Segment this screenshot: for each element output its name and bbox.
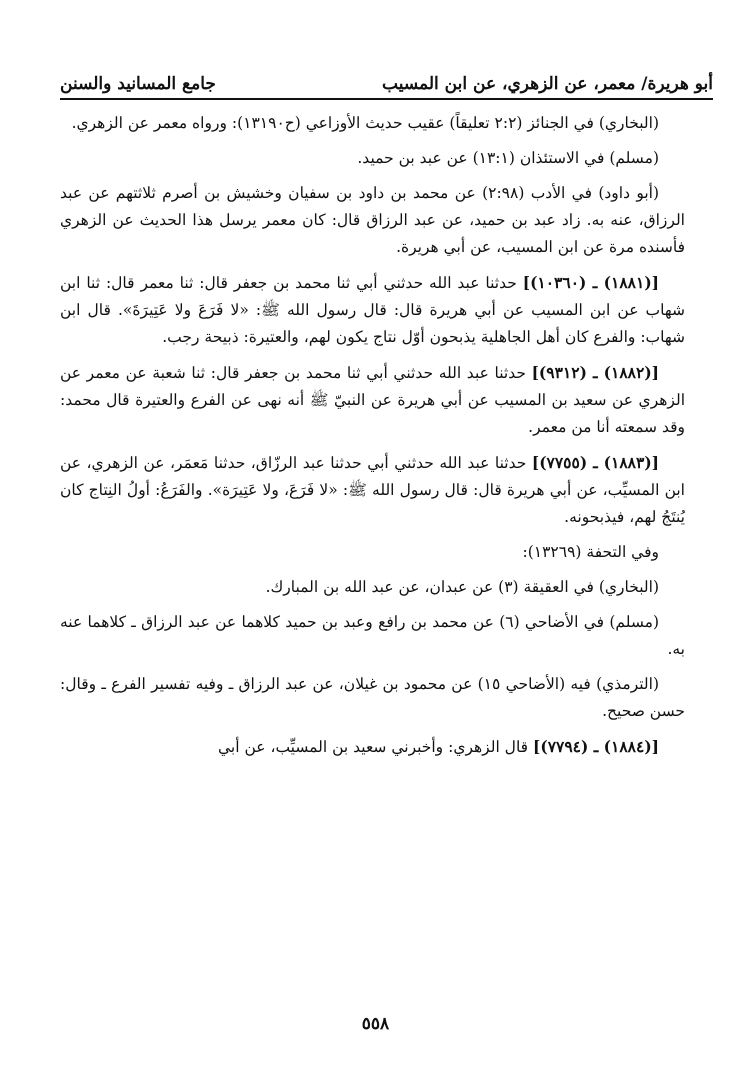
hadith-paragraph: [(١٨٨٣) ـ (٧٧٥٥)] حدثنا عبد الله حدثني أبي حدثنا عبد الرزّاق، حدثنا مَعمَر، عن الزهري، عن ابن المسيِّب، عن أبي هريرة قال: قال رسول الله ﷺ: «لا فَرَعَ، ولا عَتِيرَة». والفَرَعُ: أولُ النِتاج كان يُنتَجُ لهم، فيذبحونه.: [60, 453, 685, 526]
page-number: ٥٥٨: [361, 1014, 390, 1034]
paragraph: (مسلم) في الاستئذان (١٣:١) عن عبد بن حميد.: [357, 149, 659, 167]
paragraph: (مسلم) في الأضاحي (٦) عن محمد بن رافع وعبد بن حميد كلاهما عن عبد الرزاق ـ كلاهما عنه به.: [60, 613, 685, 658]
hadith-number: [(١٨٨١) ـ (١٠٣٦٠)]: [522, 273, 659, 292]
hadith-paragraph: [(١٨٨٤) ـ (٧٧٩٤)] قال الزهري: وأخبرني سعيد بن المسيِّب، عن أبي: [218, 737, 659, 756]
running-header: [60, 64, 713, 100]
hadith-paragraph: [(١٨٨١) ـ (١٠٣٦٠)] حدثنا عبد الله حدثني أبي ثنا محمد بن جعفر قال: ثنا معمر قال: ثنا ابن شهاب عن ابن المسيب عن أبي هريرة قال: قال رسول الله ﷺ: «لا فَرَعَ ولا عَتِيرَةَ». قال ابن شهاب: والفرع كان أهل الجاهلية يذبحون أوّل نتاج يكون لهم، والعتيرة: ذبيحة رجب.: [60, 273, 685, 346]
hadith-number: [(١٨٨٤) ـ (٧٧٩٤)]: [533, 737, 659, 756]
header-book-title: جامع المسانيد والسنن: [60, 74, 216, 94]
paragraph: (أبو داود) في الأدب (٢:٩٨) عن محمد بن داود بن سفيان وخشيش بن أصرم ثلاثتهم عن عبد الرزاق، عنه به. زاد عبد بن حميد، عن عبد الرزاق قال: كان معمر يرسل هذا الحديث عن الزهري فأسنده مرة عن ابن المسيب، عن أبي هريرة.: [60, 184, 685, 256]
paragraph: وفي التحفة (١٣٢٦٩):: [522, 543, 659, 561]
hadith-number: [(١٨٨٣) ـ (٧٧٥٥)]: [531, 453, 659, 472]
paragraph: (البخاري) في الجنائز (٢:٢ تعليقاً) عقيب حديث الأوزاعي (ح١٣١٩٠): ورواه معمر عن الزهري.: [71, 114, 659, 132]
hadith-paragraph: [(١٨٨٢) ـ (٩٣١٢)] حدثنا عبد الله حدثني أبي ثنا محمد بن جعفر قال: ثنا شعبة عن معمر عن الزهري عن سعيد بن المسيب عن أبي هريرة عن النبيّ ﷺ أنه نهى عن الفرع والعتيرة قال محمد: وقد سمعته أنا من معمر.: [60, 363, 685, 436]
paragraph: (الترمذي) فيه (الأضاحي ١٥) عن محمود بن غيلان، عن عبد الرزاق ـ وفيه تفسير الفرع ـ وقال: حسن صحيح.: [60, 675, 685, 720]
page-body: [60, 110, 685, 980]
paragraph: (البخاري) في العقيقة (٣) عن عبدان، عن عبد الله بن المبارك.: [265, 578, 659, 596]
header-chapter: أبو هريرة/ معمر، عن الزهري، عن ابن المسيب: [382, 74, 713, 94]
hadith-number: [(١٨٨٢) ـ (٩٣١٢)]: [531, 363, 659, 382]
